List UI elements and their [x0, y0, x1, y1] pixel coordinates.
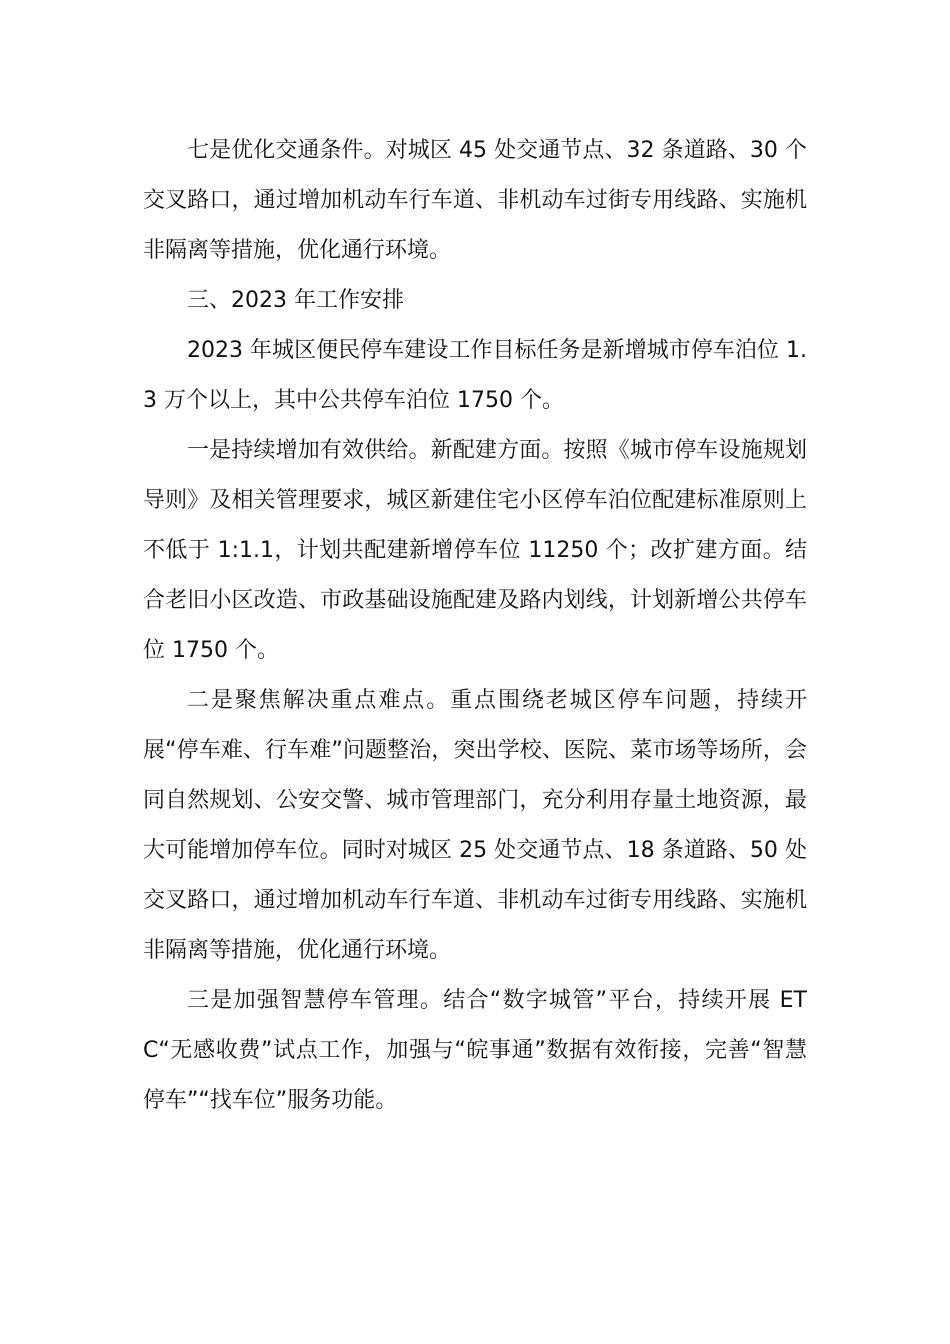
document-body: [143, 126, 807, 1126]
paragraph-2023-targets: 2023 年城区便民停车建设工作目标任务是新增城市停车泊位 1.3 万个以上，其中公共停车泊位 1750 个。: [143, 338, 807, 413]
paragraph-increase-supply: 一是持续增加有效供给。新配建方面。按照《城市停车设施规划导则》及相关管理要求，城区新建住宅小区停车泊位配建标准原则上不低于 1:1.1，计划共配建新增停车位 11250 个；改扩建方面。结合老旧小区改造、市政基础设施配建及路内划线，计划新增公共停车位 1750 个。: [143, 438, 807, 663]
section-heading-2023-plan: 三、2023 年工作安排: [187, 288, 404, 313]
paragraph-traffic-conditions: 七是优化交通条件。对城区 45 处交通节点、32 条道路、30 个交叉路口，通过增加机动车行车道、非机动车过街专用线路、实施机非隔离等措施，优化通行环境。: [143, 138, 807, 263]
paragraph-smart-parking: 三是加强智慧停车管理。结合“数字城管”平台，持续开展 ETC“无感收费”试点工作，加强与“皖事通”数据有效衔接，完善“智慧停车”“找车位”服务功能。: [143, 988, 807, 1113]
paragraph-key-difficulties: 二是聚焦解决重点难点。重点围绕老城区停车问题，持续开展“停车难、行车难”问题整治，突出学校、医院、菜市场等场所，会同自然规划、公安交警、城市管理部门，充分利用存量土地资源，最大可能增加停车位。同时对城区 25 处交通节点、18 条道路、50 处交叉路口，通过增加机动车行车道、非机动车过街专用线路、实施机非隔离等措施，优化通行环境。: [143, 688, 807, 963]
